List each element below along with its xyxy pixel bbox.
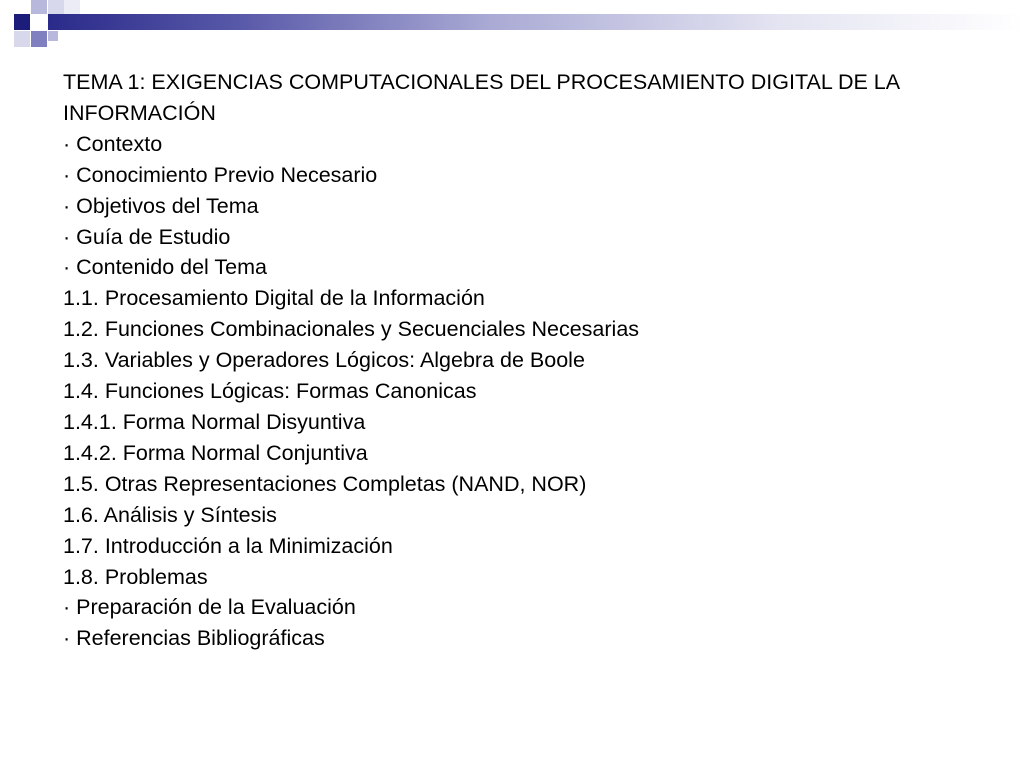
list-item-contexto: · Contexto <box>63 131 163 156</box>
header-gradient-bar <box>48 14 1024 30</box>
list-item-objetivos: · Objetivos del Tema <box>63 193 259 218</box>
list-item-1-4-1: 1.4.1. Forma Normal Disyuntiva <box>63 409 366 434</box>
list-item-1-4: 1.4. Funciones Lógicas: Formas Canonicas <box>63 379 477 404</box>
decorative-square <box>48 0 64 14</box>
list-item-preparacion: · Preparación de la Evaluación <box>63 595 356 620</box>
decorative-square <box>14 31 30 47</box>
slide-content-list <box>63 67 963 654</box>
slide-title: TEMA 1: EXIGENCIAS COMPUTACIONALES DEL PROCESAMIENTO DIGITAL DE LA INFORMACIÓN <box>63 70 899 125</box>
decorative-square <box>14 14 30 30</box>
list-item-1-1: 1.1. Procesamiento Digital de la Información <box>63 286 485 311</box>
list-item-1-2: 1.2. Funciones Combinacionales y Secuenciales Necesarias <box>63 317 640 342</box>
list-item-conocimiento-previo: · Conocimiento Previo Necesario <box>63 162 378 187</box>
list-item-guia-estudio: · Guía de Estudio <box>63 224 231 249</box>
decorative-square <box>31 0 47 14</box>
decorative-square <box>31 31 47 47</box>
decorative-square <box>64 0 80 14</box>
list-item-1-8: 1.8. Problemas <box>63 564 208 589</box>
list-item-1-5: 1.5. Otras Representaciones Completas (NAND, NOR) <box>63 471 587 496</box>
list-item-1-3: 1.3. Variables y Operadores Lógicos: Algebra de Boole <box>63 348 585 373</box>
list-item-1-4-2: 1.4.2. Forma Normal Conjuntiva <box>63 440 368 465</box>
list-item-referencias: · Referencias Bibliográficas <box>63 626 325 651</box>
decorative-square <box>48 31 58 41</box>
list-item-1-6: 1.6. Análisis y Síntesis <box>63 502 277 527</box>
list-item-1-7: 1.7. Introducción a la Minimización <box>63 533 393 558</box>
list-item-contenido: · Contenido del Tema <box>63 255 267 280</box>
